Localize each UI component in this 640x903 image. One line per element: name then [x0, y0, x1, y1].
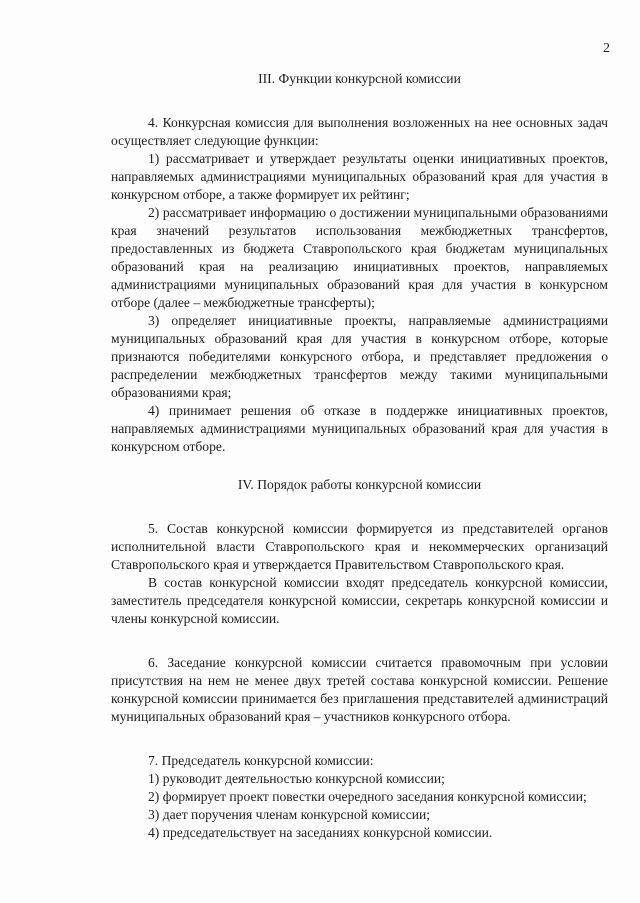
clause-4-item-3: 3) определяет инициативные проекты, направляемые администрациями муниципальных образований края для участия в конкурсном отборе, которые признаются победителями конкурсного отбора, и представляет предложения о распределении межбюджетных трансфертов между такими муниципальными образованиями края; — [111, 313, 608, 400]
clause-7-item-4: 4) председательствует на заседаниях конкурсной комиссии. — [148, 825, 493, 840]
page-number: 2 — [603, 41, 610, 56]
clause-4-intro: 4. Конкурсная комиссия для выполнения возложенных на нее основных задач осуществляет следующие функции: — [111, 115, 608, 148]
clause-4-item-4: 4) принимает решения об отказе в поддержке инициативных проектов, направляемых администрациями муниципальных образований края для участия в конкурсном отборе. — [111, 403, 608, 454]
clause-7-item-2: 2) формирует проект повестки очередного заседания конкурсной комиссии; — [148, 789, 587, 804]
clause-5: 5. Состав конкурсной комиссии формируется из представителей органов исполнительной власти Ставропольского края и некоммерческих организаций Ставропольского края и утверждается Правительством Ставропольского края. — [111, 521, 608, 572]
clause-7-item-1: 1) руководит деятельностью конкурсной комиссии; — [148, 771, 445, 786]
clause-5-composition: В состав конкурсной комиссии входят председатель конкурсной комиссии, заместитель председателя конкурсной комиссии, секретарь конкурсной комиссии и члены конкурсной комиссии. — [111, 575, 608, 626]
clause-6: 6. Заседание конкурсной комиссии считается правомочным при условии присутствия на нем не менее двух третей состава конкурсной комиссии. Решение конкурсной комиссии принимается без приглашения представителей администраций муниципальных образований края – участников конкурсного отбора. — [111, 655, 608, 724]
section-heading-procedure: IV. Порядок работы конкурсной комиссии — [237, 477, 482, 492]
clause-7-item-3: 3) дает поручения членам конкурсной комиссии; — [148, 807, 431, 822]
clause-4-item-2: 2) рассматривает информацию о достижении муниципальными образованиями края значений результатов использования межбюджетных трансфертов, предоставленных из бюджета Ставропольского края бюджетам муниципальных образований края на реализацию инициативных проектов, направляемых администрациями муниципальных образований края для участия в конкурсном отборе (далее – межбюджетные трансферты); — [111, 205, 608, 310]
clause-7-intro: 7. Председатель конкурсной комиссии: — [148, 753, 374, 768]
clause-4-item-1: 1) рассматривает и утверждает результаты оценки инициативных проектов, направляемых администрациями муниципальных образований края для участия в конкурсном отборе, а также формирует их рейтинг; — [111, 151, 608, 202]
section-heading-functions: III. Функции конкурсной комиссии — [258, 71, 461, 86]
document-body — [111, 70, 608, 842]
